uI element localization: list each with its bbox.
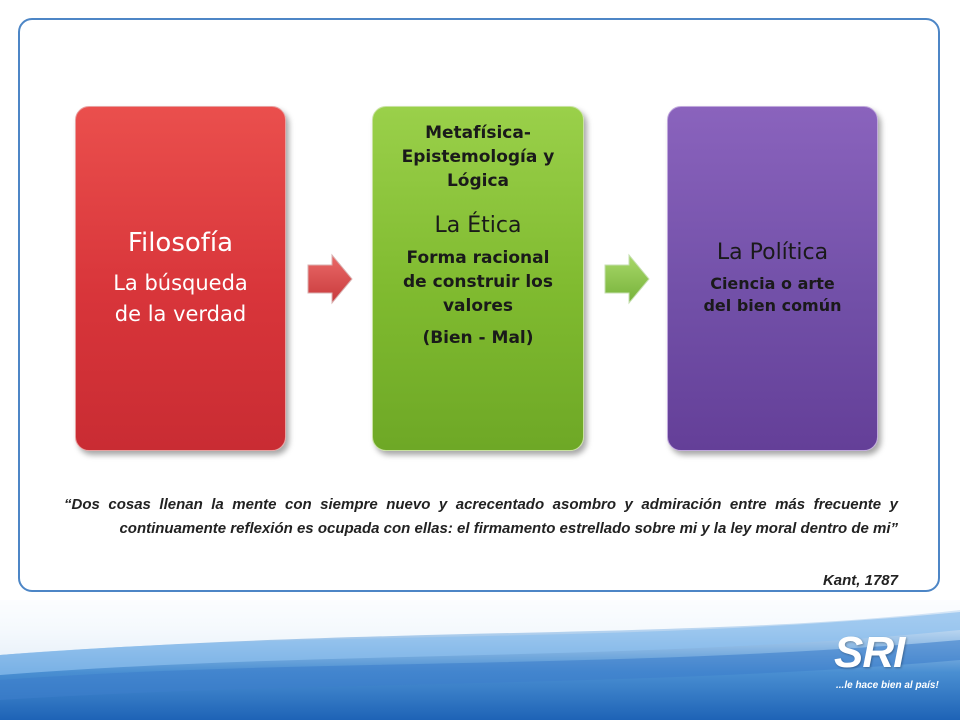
arrow-right-icon [306, 253, 354, 305]
etica-top-line3: Lógica [446, 171, 510, 191]
etica-top-line1: Metafísica- [425, 123, 531, 143]
arrow-right-icon [603, 253, 651, 305]
etica-top-text [396, 121, 561, 193]
etica-title: La Ética [434, 213, 522, 238]
quote-author: Kant, 1787 [822, 572, 898, 589]
etica-box [372, 106, 584, 451]
sri-tagline: ...le hace bien al país! [836, 680, 939, 691]
etica-bien-mal: (Bien - Mal) [422, 328, 534, 348]
politica-desc-line1: Ciencia o arte [710, 274, 835, 293]
filosofia-title: Filosofía [127, 227, 234, 258]
footer-band [0, 600, 960, 720]
etica-description [397, 246, 559, 318]
politica-title: La Política [716, 240, 829, 265]
etica-desc-line3: valores [442, 296, 514, 316]
sri-logo [834, 628, 904, 678]
etica-top-line2: Epistemología y [401, 147, 555, 167]
filosofia-box [75, 106, 286, 451]
filosofia-subtitle-line1: La búsqueda [113, 270, 248, 295]
filosofia-subtitle [113, 268, 248, 330]
sri-logo-text: SRI [834, 628, 905, 677]
politica-desc-line2: del bien común [703, 296, 842, 315]
politica-description [693, 273, 851, 317]
etica-desc-line2: de construir los [403, 272, 553, 292]
kant-quote: “Dos cosas llenan la mente con siempre nuevo y acrecentado asombro y admiración entre más frecuente y continuamente reflexión es ocupada con ellas: el firmamento estrellado sobre mi y la ley moral dentro de mi” [64, 496, 898, 537]
etica-desc-line1: Forma racional [406, 248, 550, 268]
footer-wave-decoration [0, 600, 960, 720]
politica-box [667, 106, 878, 451]
filosofia-subtitle-line2: de la verdad [114, 301, 247, 326]
